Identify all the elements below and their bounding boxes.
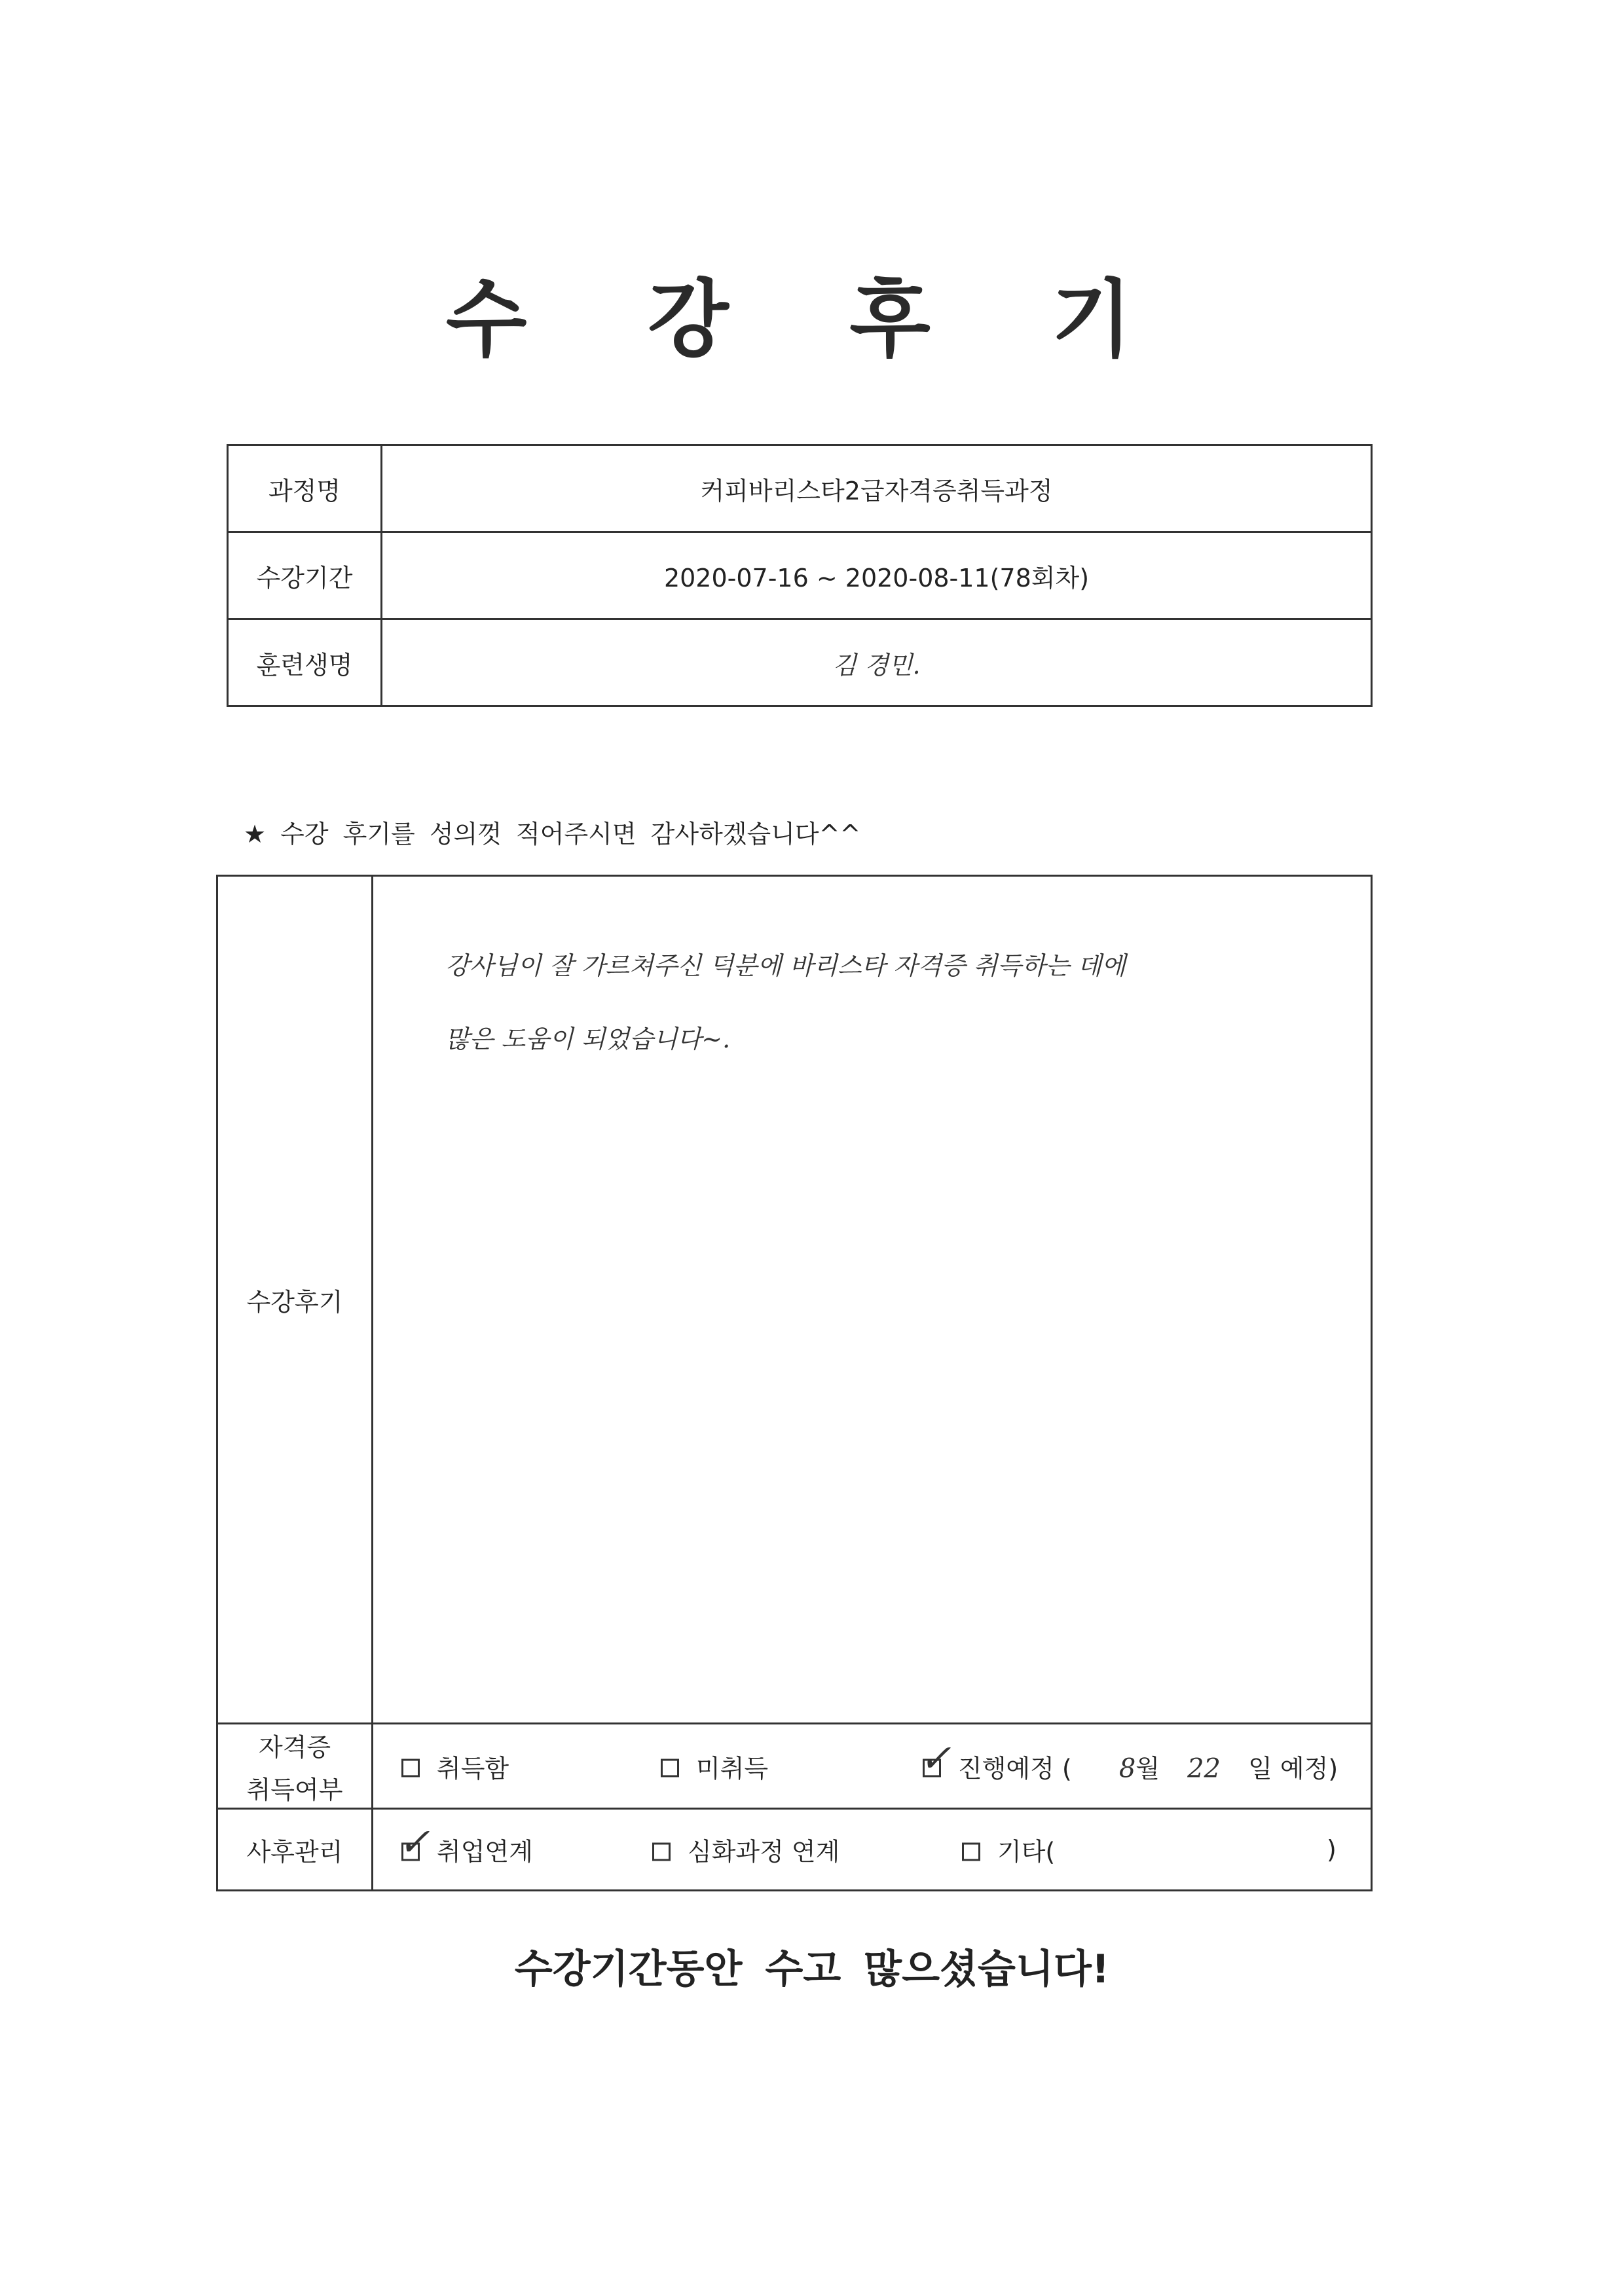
cert-day-label: 일 예정) [1248, 1754, 1338, 1783]
certification-label-line1: 자격증 [258, 1732, 331, 1762]
review-line-1: 강사님이 잘 가르쳐주신 덕분에 바리스타 자격증 취득하는 데에 [445, 951, 1126, 980]
cert-option-acquired-label: 취득함 [437, 1754, 509, 1783]
student-name-label: 훈련생명 [228, 619, 382, 706]
checkbox-icon[interactable] [962, 1842, 980, 1861]
cert-month-value[interactable]: 8 [1118, 1753, 1136, 1783]
table-row [217, 1724, 1372, 1809]
cert-option-scheduled[interactable] [919, 1736, 1338, 1784]
aftercare-other-close-paren: ) [1327, 1835, 1337, 1864]
checkbox-checked-icon[interactable] [919, 1736, 951, 1781]
cert-option-scheduled-label: 진행예정 ( [958, 1754, 1072, 1783]
notice-text: ★ 수강 후기를 성의껏 적어주시면 감사하겠습니다^^ [244, 820, 861, 848]
aftercare-options [373, 1809, 1372, 1891]
certification-label-line2: 취득여부 [246, 1775, 343, 1804]
aftercare-option-advanced-label: 심화과정 연계 [688, 1837, 840, 1867]
aftercare-option-employment-label: 취업연계 [437, 1837, 533, 1867]
period-label: 수강기간 [228, 532, 382, 619]
checkbox-icon[interactable] [661, 1759, 679, 1777]
page-title: 수 강 후 기 [445, 271, 1179, 369]
aftercare-label: 사후관리 [217, 1809, 373, 1891]
certification-options [373, 1724, 1372, 1809]
cert-day-value[interactable]: 22 [1187, 1753, 1221, 1783]
table-row [217, 876, 1372, 1724]
aftercare-option-employment[interactable] [398, 1819, 533, 1868]
cert-option-not-acquired-label: 미취득 [696, 1754, 769, 1783]
aftercare-option-other-label: 기타( [997, 1837, 1056, 1867]
checkbox-icon[interactable] [401, 1759, 420, 1777]
cert-option-not-acquired[interactable] [661, 1748, 768, 1784]
table-row [228, 532, 1372, 619]
table-row [228, 445, 1372, 532]
closing-message: 수강기간동안 수고 많으셨습니다! [514, 1946, 1110, 1992]
student-name-value[interactable]: 김 경민. [382, 619, 1372, 706]
certification-label [217, 1724, 373, 1809]
review-line-2: 많은 도움이 되었습니다~. [445, 1025, 731, 1053]
table-row [228, 619, 1372, 706]
check-mark-icon: ✓ [398, 1819, 430, 1864]
table-row [217, 1809, 1372, 1891]
period-value: 2020-07-16 ~ 2020-08-11(78회차) [382, 532, 1372, 619]
course-name-label: 과정명 [228, 445, 382, 532]
cert-month-label: 월 [1135, 1754, 1160, 1783]
aftercare-option-advanced[interactable] [652, 1832, 840, 1868]
course-info-table [227, 444, 1373, 707]
checkbox-icon[interactable] [652, 1842, 671, 1861]
check-mark-icon: ✓ [919, 1736, 951, 1781]
course-name-value: 커피바리스타2급자격증취득과정 [382, 445, 1372, 532]
aftercare-option-other[interactable] [962, 1832, 1055, 1868]
review-label: 수강후기 [217, 876, 373, 1724]
review-text-area[interactable] [373, 876, 1372, 1724]
cert-option-acquired[interactable] [401, 1748, 509, 1784]
review-table [216, 875, 1373, 1891]
checkbox-checked-icon[interactable] [398, 1819, 430, 1864]
